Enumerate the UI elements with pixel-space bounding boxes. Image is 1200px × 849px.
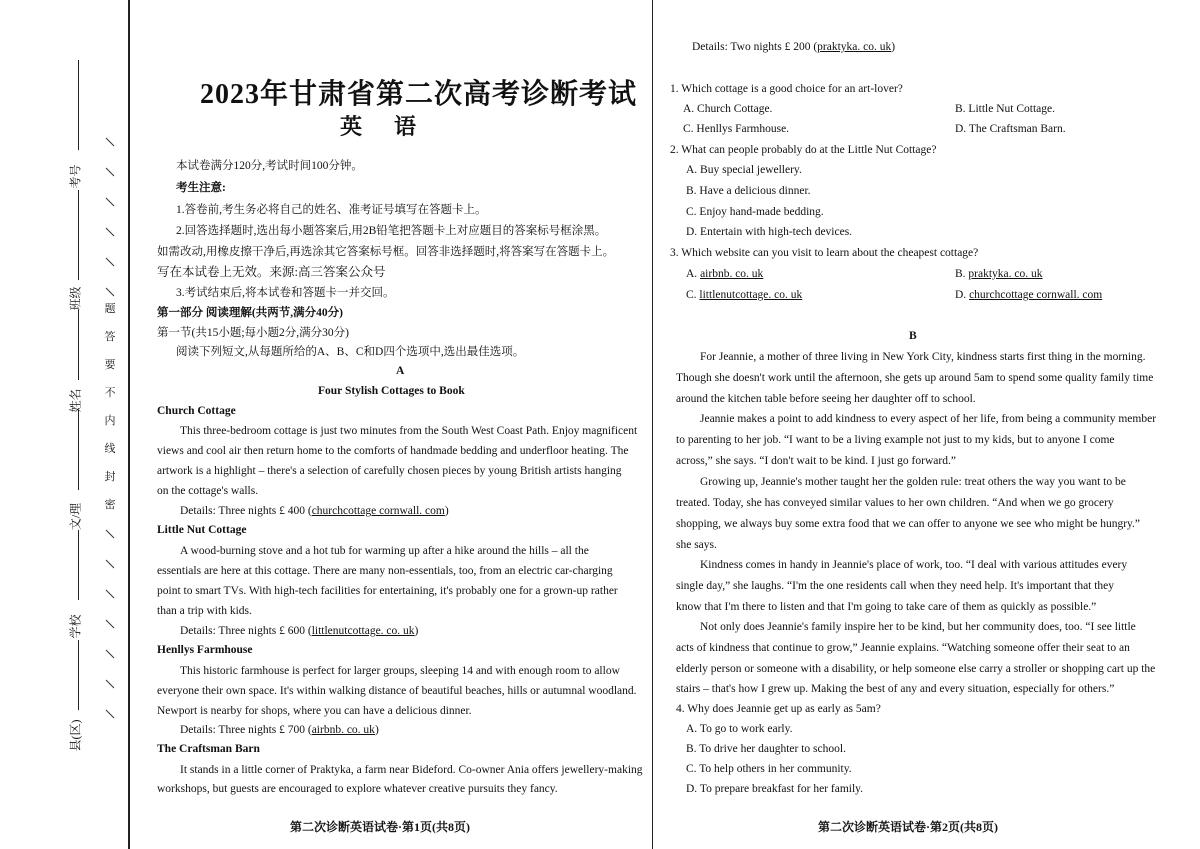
page-divider — [652, 0, 653, 849]
cottage-2-line: A wood-burning stove and a hot tub for warming up after a hike around the hills – all the — [180, 545, 589, 557]
intro-text: 本试卷满分120分,考试时间100分钟。 — [176, 160, 363, 172]
cottage-3-line: everyone their own space. It's within walking distance of beautiful beaches, hills or autumnal woodland. — [157, 685, 637, 697]
notice-2c: 写在本试卷上无效。来源:高三答案公众号 — [157, 265, 386, 279]
passage-b-line: she says. — [676, 539, 717, 551]
question-2-option: C. Enjoy hand-made bedding. — [686, 206, 824, 218]
name-field-line — [78, 310, 79, 380]
track-field-line — [78, 410, 79, 490]
notice-3: 3.考试结束后,将本试卷和答题卡一并交回。 — [176, 287, 395, 299]
seal-char: 答 — [104, 331, 116, 343]
seal-char: 内 — [104, 415, 116, 427]
exam-number-field-label: 考号 — [68, 164, 83, 189]
question-1-option: C. Henllys Farmhouse. — [683, 123, 790, 135]
school-field-label: 学校 — [68, 614, 83, 639]
track-field-label: 文/理 — [68, 502, 83, 531]
notice-2b: 如需改动,用橡皮擦干净后,再选涂其它答案标号框。回答非选择题时,将答案写在答题卡上。 — [157, 246, 615, 258]
passage-b-line: around the kitchen table before seeing her daughter off to school. — [676, 393, 976, 405]
seal-char: 不 — [104, 387, 116, 399]
passage-b-line: stairs – that's how I grew up. Making the best of any and every situation, especially for others.” — [676, 683, 1115, 695]
passage-a-title: Four Stylish Cottages to Book — [318, 385, 465, 397]
class-field-line — [78, 190, 79, 280]
question-4-option: A. To go to work early. — [686, 723, 793, 735]
cottage-3-details: Details: Three nights £ 700 (airbnb. co. uk) — [180, 724, 379, 736]
page-1-footer: 第二次诊断英语试卷·第1页(共8页) — [290, 820, 470, 834]
cottage-1-line: This three-bedroom cottage is just two minutes from the South West Coast Path. Enjoy magnificent — [180, 425, 638, 437]
cottage-1-details: Details: Three nights £ 400 (churchcottage cornwall. com) — [180, 505, 449, 517]
cottage-2-name: Little Nut Cottage — [157, 524, 247, 536]
cottage-1-line: artwork is a highlight – there's a selection of carefully chosen pieces by young British artists hanging — [157, 465, 622, 477]
seal-char: 线 — [104, 443, 116, 455]
question-1: 1. Which cottage is a good choice for an art-lover? — [670, 83, 903, 95]
question-2-option: D. Entertain with high-tech devices. — [686, 226, 853, 238]
craftsman-site: praktyka. co. uk — [817, 41, 892, 53]
passage-b-line: treated. Today, she has conveyed similar values to her own children. “And when we go grocery — [676, 497, 1114, 509]
seal-char: 题 — [104, 303, 116, 315]
passage-b-line: single day,” she laughs. “I'm the one residents call when they need help. It's important that they — [676, 580, 1115, 592]
cottage-2-details: Details: Three nights £ 600 (littlenutcottage. co. uk) — [180, 625, 419, 637]
passage-b-label: B — [909, 330, 917, 342]
seal-dash-marks — [100, 130, 120, 730]
question-4-option: B. To drive her daughter to school. — [686, 743, 846, 755]
county-field-label: 县(区) — [68, 719, 83, 752]
cottage-3-name: Henllys Farmhouse — [157, 644, 253, 656]
exam-title: 2023年甘肃省第二次高考诊断考试 — [200, 79, 638, 110]
question-3-option: C. littlenutcottage. co. uk — [686, 289, 803, 301]
passage-b-line: across,” she says. “I don't wait to be kind. I just go forward.” — [676, 455, 956, 467]
passage-b-line: Not only does Jeannie's family inspire her to be kind, but her community does, too. “I see little — [700, 621, 1136, 633]
passage-b-line: Though she doesn't work until the afternoon, she gets up around 5am to spend some quality family time — [676, 372, 1154, 384]
notice-1: 1.答卷前,考生务必将自己的姓名、准考证号填写在答题卡上。 — [176, 204, 487, 216]
section-1-heading: 第一节(共15小题;每小题2分,满分30分) — [157, 327, 349, 339]
question-1-option: A. Church Cottage. — [683, 103, 773, 115]
part-1-heading: 第一部分 阅读理解(共两节,满分40分) — [157, 307, 343, 319]
cottage-4-name: The Craftsman Barn — [157, 743, 260, 755]
cottage-2-line: essentials are here at this cottage. There are many non-essentials, too, from an electric car-charging — [157, 565, 613, 577]
passage-b-line: Jeannie makes a point to add kindness to every aspect of her life, from being a community member — [700, 413, 1157, 425]
cottage-2-line: point to smart TVs. With high-tech facilities for entertaining, it's probably one for a grown-up rather — [157, 585, 618, 597]
question-4-option: D. To prepare breakfast for her family. — [686, 783, 864, 795]
question-3-option: D. churchcottage cornwall. com — [955, 289, 1103, 301]
passage-b-line: to parenting to her job. “I want to be a living example not just to my kids, but to anyone I come — [676, 434, 1115, 446]
cottage-1-line: on the cottage's walls. — [157, 485, 259, 497]
cottage-3-line: Newport is nearby for shops, where you can have a delicious dinner. — [157, 705, 472, 717]
passage-b-line: For Jeannie, a mother of three living in New York City, kindness starts first thing in the morning. — [700, 351, 1146, 363]
question-1-option: D. The Craftsman Barn. — [955, 123, 1066, 135]
question-4: 4. Why does Jeannie get up as early as 5am? — [676, 703, 881, 715]
county-field-line — [78, 640, 79, 710]
question-3-option: A. airbnb. co. uk — [686, 268, 764, 280]
cottage-2-line: than a trip with kids. — [157, 605, 252, 617]
name-field-label: 姓名 — [68, 388, 83, 413]
question-4-option: C. To help others in her community. — [686, 763, 852, 775]
passage-b-line: elderly person or someone with a disability, or help someone else carry a stroller or shopping cart up the — [676, 663, 1156, 675]
cottage-4-line: It stands in a little corner of Praktyka, a farm near Bideford. Co-owner Ania offers jewellery-making — [180, 764, 643, 776]
passage-b-line: Growing up, Jeannie's mother taught her the golden rule: treat others the way you want to be — [700, 476, 1126, 488]
passage-b-line: shopping, we always buy some extra food that we can offer to anyone we see who might be hungry.” — [676, 518, 1141, 530]
craftsman-details: Details: Two nights £ 200 (praktyka. co. uk) — [692, 41, 896, 53]
school-field-line — [78, 530, 79, 600]
cottage-1-name: Church Cottage — [157, 405, 236, 417]
notice-title: 考生注意: — [176, 182, 226, 194]
passage-b-line: acts of kindness that continue to grow,” Jeannie explains. “Watching someone offer their seat to an — [676, 642, 1130, 654]
class-field-label: 班级 — [68, 286, 83, 311]
cottage-4-line: workshops, but guests are encouraged to explore whatever creative pursuits they fancy. — [157, 783, 558, 795]
cottage-3-site: airbnb. co. uk — [311, 724, 375, 736]
passage-a-label: A — [396, 365, 405, 377]
question-2: 2. What can people probably do at the Little Nut Cottage? — [670, 144, 937, 156]
cottage-2-site: littlenutcottage. co. uk — [311, 625, 415, 637]
instruction-text: 阅读下列短文,从每题所给的A、B、C和D四个选项中,选出最佳选项。 — [176, 346, 525, 358]
question-2-option: A. Buy special jewellery. — [686, 164, 802, 176]
exam-number-field-line — [78, 60, 79, 150]
notice-2a: 2.回答选择题时,选出每小题答案后,用2B铅笔把答题卡上对应题目的答案标号框涂黑。 — [176, 225, 607, 237]
seal-char: 要 — [104, 359, 116, 371]
question-3-option: B. praktyka. co. uk — [955, 268, 1043, 280]
question-2-option: B. Have a delicious dinner. — [686, 185, 811, 197]
cottage-1-line: views and cool air then return home to the comforts of handmade bedding and underfloor heating. The — [157, 445, 629, 457]
cottage-1-site: churchcottage cornwall. com — [311, 505, 445, 517]
cottage-3-line: This historic farmhouse is perfect for larger groups, sleeping 14 and with enough room to allow — [180, 665, 620, 677]
exam-subject: 英语 — [340, 114, 449, 139]
page-2-footer: 第二次诊断英语试卷·第2页(共8页) — [818, 820, 998, 834]
passage-b-line: know that I'm there to listen and that I'm going to take care of them as quickly as possible.” — [676, 601, 1097, 613]
passage-b-line: Kindness comes in handy in Jeannie's place of work, too. “I deal with various attitudes every — [700, 559, 1128, 571]
seal-char: 密 — [104, 499, 116, 511]
seal-char: 封 — [104, 471, 116, 483]
binding-border-line — [128, 0, 130, 849]
question-1-option: B. Little Nut Cottage. — [955, 103, 1055, 115]
question-3: 3. Which website can you visit to learn about the cheapest cottage? — [670, 247, 979, 259]
